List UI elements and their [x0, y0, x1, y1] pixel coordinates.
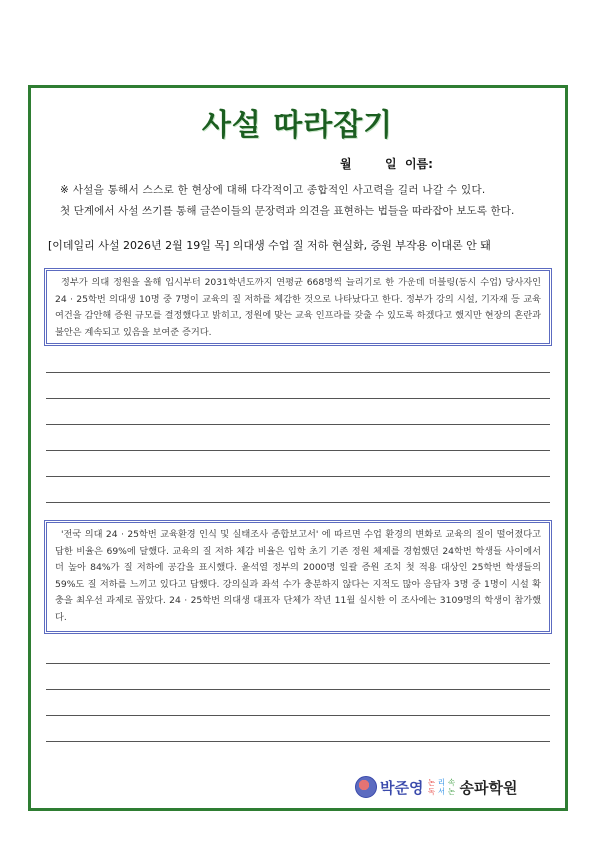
- logo-char: 서: [437, 787, 446, 796]
- article-paragraph-box-1: [44, 268, 552, 346]
- academy-branch: 송파학원: [459, 778, 518, 797]
- writing-line: [46, 398, 550, 399]
- logo-char: 논: [427, 778, 436, 787]
- instruction-text-2: 첫 단계에서 사설 쓰기를 통해 글쓴이들의 문장력과 의견을 표현하는 법들을 따라잡아 보도록 한다.: [60, 205, 515, 217]
- writing-line: [46, 689, 550, 690]
- academy-seal-icon: [355, 776, 377, 798]
- writing-line: [46, 424, 550, 425]
- writing-line: [46, 372, 550, 373]
- article-headline: [이데일리 사설 2026년 2월 19일 목] 의대생 수업 질 저하 현실화, 증원 부작용 이대론 안 돼: [48, 239, 491, 252]
- article-paragraph-1: 정부가 의대 정원을 올해 입시부터 2031학년도까지 연평균 668명씩 늘리기로 한 가운데 더블링(동시 수업) 당사자인 24 · 25학번 의대생 10명 중 7명이 교육의 질 저하를 체감한 것으로 나타났다고 한다. 정부가 강의 시설, 기자재 등 교육 여건을 감안해 증원 규모를 결정했다고 밝히고, 정원에 맞는 교육 인프라를 갖출 수 있도록 하겠다고 했지만 현장의 혼란과 불안은 계속되고 있음을 보여준 증거다.: [55, 277, 541, 338]
- logo-char: 속: [447, 778, 456, 787]
- logo-char: 리: [437, 778, 446, 787]
- writing-line: [46, 502, 550, 503]
- article-paragraph-box-2: [44, 520, 552, 634]
- writing-lines-1: [46, 372, 550, 503]
- writing-line: [46, 741, 550, 742]
- worksheet-title: 사설 따라잡기: [201, 108, 394, 143]
- article-paragraph-2: '전국 의대 24 · 25학번 교육환경 인식 및 실태조사 종합보고서' 에 따르면 수업 환경의 변화로 교육의 질이 떨어졌다고 답한 비율은 69%에 달했다. 교육의 질 저하 체감 비율은 입학 초기 기존 정원 체제를 경험했던 24학번 학생들 사이에서 더 높아 84%가 질 저하에 공감을 표시했다. 윤석열 정부의 2000명 일괄 증원 조치 첫 적용 대상인 25학번 학생들의 59%도 질 저하를 느끼고 있다고 답했다. 강의실과 좌석 수가 충분하지 않다는 지적도 많아 응답자 3명 중 1명이 시설 확충을 최우선 과제로 꼽았다. 24 · 25학번 의대생 대표자 단체가 작년 11월 실시한 이 조사에는 3109명의 학생이 참가했다.: [55, 529, 541, 623]
- instruction-text-1: ※ 사설을 통해서 스스로 한 현상에 대해 다각적이고 종합적인 사고력을 길러 나갈 수 있다.: [60, 184, 486, 196]
- writing-line: [46, 476, 550, 477]
- academy-small-characters: [426, 778, 456, 796]
- writing-line: [46, 450, 550, 451]
- logo-char: 논: [447, 787, 456, 796]
- writing-line: [46, 715, 550, 716]
- date-name-field: 월 일 이름:: [340, 157, 433, 171]
- writing-line: [46, 663, 550, 664]
- logo-char: 독: [427, 787, 436, 796]
- writing-lines-2: [46, 663, 550, 742]
- academy-logo: [355, 773, 517, 801]
- academy-name: 박준영: [380, 778, 424, 797]
